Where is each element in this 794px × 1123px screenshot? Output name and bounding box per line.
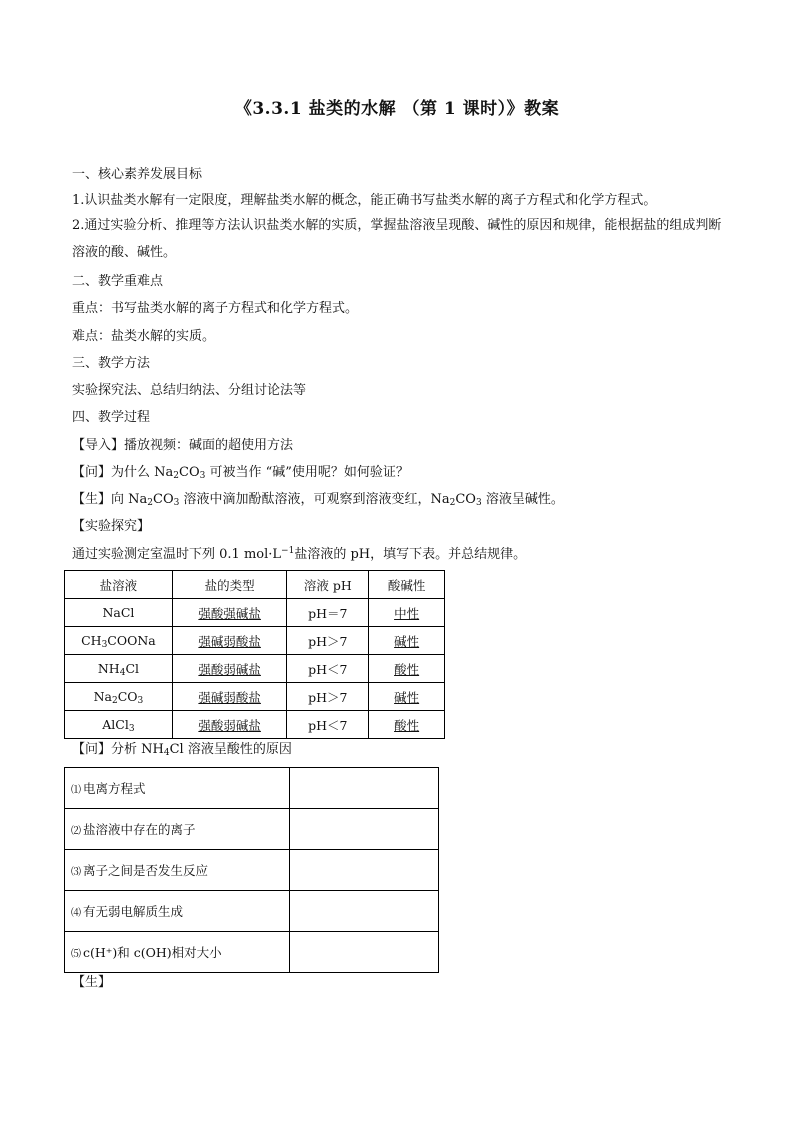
nature-cell: 碱性 [369, 627, 445, 655]
analysis-label: ⑵ 盐溶液中存在的离子 [65, 809, 290, 850]
ph-cell: pH＜7 [287, 711, 369, 739]
table-row [65, 599, 445, 627]
ph-cell: pH＜7 [287, 655, 369, 683]
answer-mid-2: 溶液中滴加酚酞溶液，可观察到溶液变红，Na [179, 492, 450, 507]
student-label: 【生】 [72, 975, 112, 990]
table-row [65, 850, 439, 891]
answer-prefix: 【生】向 Na [72, 492, 148, 507]
subscript-3: 3 [475, 498, 482, 508]
analysis-label: ⑶ 离子之间是否发生反应 [65, 850, 290, 891]
header-nature: 酸碱性 [369, 571, 445, 599]
experiment-instructions [72, 546, 526, 564]
ph-cell: pH＞7 [287, 683, 369, 711]
subscript-2: 2 [449, 498, 456, 508]
intro-line: 【导入】播放视频：碱面的超使用方法 [72, 438, 294, 453]
table-row [65, 627, 445, 655]
exponent: −1 [281, 546, 295, 556]
goal-item-2: 2.通过实验分析、推理等方法认识盐类水解的实质，掌握盐溶液呈现酸、碱性的原因和规律，能根据盐的组成判断溶液的酸、碱性。 [72, 218, 722, 260]
subscript-3: 3 [199, 471, 206, 481]
header-type: 盐的类型 [172, 571, 287, 599]
nature-cell: 酸性 [369, 711, 445, 739]
salt-solution-table [64, 570, 445, 739]
type-cell: 强碱弱酸盐 [172, 683, 287, 711]
subscript-2: 2 [147, 498, 153, 508]
nature-cell: 中性 [369, 599, 445, 627]
student-answer-1 [72, 491, 564, 509]
analysis-label: ⑸ c(H⁺)和 c(OH)相对大小 [65, 932, 290, 973]
subscript-4: 4 [163, 748, 170, 758]
header-ph: 溶液 pH [287, 571, 369, 599]
type-cell: 强碱弱酸盐 [172, 627, 287, 655]
document-title: 《3.3.1 盐类的水解 （第 1 课时）》教案 [234, 99, 560, 119]
table-row [65, 809, 439, 850]
salt-cell: $CH_3COONa$ [65, 627, 173, 655]
answer-mid-3: CO [455, 492, 476, 507]
analysis-label: ⑴ 电离方程式 [65, 768, 290, 809]
salt-cell: AlCl$_3$ [65, 711, 173, 739]
table-row [65, 932, 439, 973]
question-2-suffix: Cl 溶液呈酸性的原因 [169, 742, 292, 757]
subscript-3: 3 [173, 498, 180, 508]
answer-cell[interactable] [290, 809, 439, 850]
question-1 [72, 464, 409, 482]
analysis-table [64, 767, 439, 973]
question-2 [72, 741, 292, 759]
answer-mid: CO [153, 492, 174, 507]
section-heading-goals: 一、核心素养发展目标 [72, 167, 203, 182]
table-row [65, 711, 445, 739]
table-row [65, 683, 445, 711]
nature-cell: 酸性 [369, 655, 445, 683]
ph-cell: pH＞7 [287, 627, 369, 655]
type-cell: 强酸弱碱盐 [172, 655, 287, 683]
section-heading-process: 四、教学过程 [72, 410, 151, 425]
salt-cell: $NH_4Cl$ [65, 655, 173, 683]
question-2-prefix: 【问】分析 NH [72, 742, 164, 757]
question-1-mid: CO [179, 465, 200, 480]
salt-cell: NaCl [65, 599, 173, 627]
instructions-suffix: 盐溶液的 pH，填写下表。并总结规律。 [294, 547, 527, 562]
teaching-methods: 实验探究法、总结归纳法、分组讨论法等 [72, 383, 307, 398]
section-heading-methods: 三、教学方法 [72, 356, 151, 371]
table-row [65, 768, 439, 809]
nature-cell: 碱性 [369, 683, 445, 711]
question-1-prefix: 【问】为什么 Na [72, 465, 174, 480]
subscript-2: 2 [173, 471, 179, 481]
salt-cell: $Na_2CO_3$ [65, 683, 173, 711]
difficult-point: 难点：盐类水解的实质。 [72, 329, 216, 344]
goal-item-1: 1.认识盐类水解有一定限度，理解盐类水解的概念，能正确书写盐类水解的离子方程式和化学方程式。 [72, 193, 657, 208]
section-heading-key-points: 二、教学重难点 [72, 274, 164, 289]
header-salt: 盐溶液 [65, 571, 173, 599]
answer-cell[interactable] [290, 932, 439, 973]
instructions-prefix: 通过实验测定室温时下列 0.1 mol·L [72, 547, 282, 562]
table-header-row [65, 571, 445, 599]
answer-cell[interactable] [290, 850, 439, 891]
ph-cell: pH＝7 [287, 599, 369, 627]
key-point: 重点：书写盐类水解的离子方程式和化学方程式。 [72, 301, 359, 316]
question-1-suffix: 可被当作 “碱”使用呢？如何验证？ [205, 465, 409, 480]
table-row [65, 891, 439, 932]
type-cell: 强酸弱碱盐 [172, 711, 287, 739]
answer-cell[interactable] [290, 768, 439, 809]
answer-suffix: 溶液呈碱性。 [481, 492, 564, 507]
type-cell: 强酸强碱盐 [172, 599, 287, 627]
answer-cell[interactable] [290, 891, 439, 932]
analysis-label: ⑷ 有无弱电解质生成 [65, 891, 290, 932]
table-row [65, 655, 445, 683]
experiment-heading: 【实验探究】 [72, 519, 151, 534]
